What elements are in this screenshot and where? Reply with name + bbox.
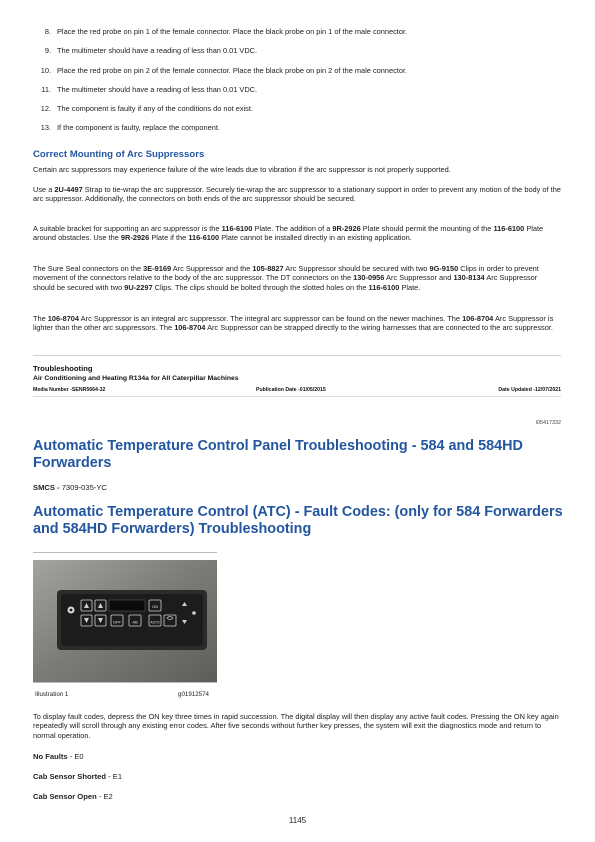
paragraph-integral <box>33 314 561 333</box>
part-number: 130-0956 <box>353 273 385 283</box>
part-number: 9U-2297 <box>124 282 153 292</box>
paragraph-fault-codes: To display fault codes, depress the ON key three times in rapid succession. The digital display will then display any active fault codes. Pressing the ON key again repeatedly will scroll through any existing error codes. After five seconds without further key presses, the system will exit the diagnostics mode and return to normal operation. <box>33 712 559 740</box>
fault-code: - E2 <box>96 792 113 801</box>
off-label: OFF <box>113 619 121 625</box>
text-run: Plate. The addition of a <box>252 224 333 233</box>
text-run: Arc Suppressor can be strapped directly to the wiring harnesses that are connected to the arc suppressor. <box>205 323 553 333</box>
paragraph-vibration: Certain arc suppressors may experience failure of the wire leads due to vibration if the arc suppressor is not properly supported. <box>33 165 451 174</box>
divider <box>33 355 561 356</box>
figure-bottom-rule <box>33 682 217 683</box>
indicator-light <box>192 611 196 615</box>
part-number: 9R-2926 <box>120 233 150 243</box>
smcs-label: SMCS - <box>33 483 62 492</box>
text-run: Arc Suppressor and <box>384 273 454 283</box>
text-run: Plate should permit the mounting of the <box>360 224 494 233</box>
text-run: Clips. The clips should be bolted through the slotted holes on the <box>152 282 369 292</box>
text-run: Plate cannot be installed directly in an existing application. <box>219 233 412 243</box>
step-item <box>33 85 563 104</box>
paragraph-bracket <box>33 224 561 243</box>
section-title: Automatic Temperature Control (ATC) - Fault Codes: (only for 584 Forwarders and 584HD Forwarders) Troubleshooting <box>33 504 563 537</box>
step-text: The component is faulty if any of the conditions do not exist. <box>57 104 253 114</box>
auto-label: AUTO <box>150 620 160 625</box>
part-number: 106-8704 <box>462 314 494 323</box>
step-number: 10. <box>40 65 51 75</box>
step-text: Place the red probe on pin 2 of the female connector. Place the black probe on pin 2 of the male connector. <box>57 65 408 75</box>
page-title: Automatic Temperature Control Panel Troubleshooting - 584 and 584HD Forwarders <box>33 438 523 471</box>
part-number: 116-6100 <box>368 282 400 292</box>
control-panel-illustration <box>33 560 217 682</box>
illustration-label: Illustration 1 <box>35 691 69 698</box>
on-label: ON <box>152 604 158 609</box>
step-number: 13. <box>40 123 51 133</box>
illustration-id: g01912574 <box>178 691 209 698</box>
part-number: 116-6100 <box>221 224 253 233</box>
fault-label: No Faults <box>33 752 68 761</box>
divider <box>33 396 561 397</box>
step-text: If the component is faulty, replace the component. <box>57 123 220 133</box>
smcs-value: 7309-035-YC <box>61 483 107 492</box>
doc-type: Troubleshooting <box>33 364 93 373</box>
date-updated: Date Updated -12/07/2021 <box>498 387 561 393</box>
part-number: 116-6100 <box>188 233 220 243</box>
text-run: Use a <box>33 185 55 194</box>
step-number: 9. <box>44 46 51 56</box>
text-run: The <box>33 314 48 323</box>
fault-label: Cab Sensor Shorted <box>33 772 106 781</box>
procedure-steps <box>33 27 563 143</box>
part-number: 9R-2926 <box>332 224 361 233</box>
part-number: 106-8704 <box>174 323 206 333</box>
step-text: The multimeter should have a reading of less than 0.01 VDC. <box>57 46 258 56</box>
part-number: 116-6100 <box>493 224 525 233</box>
ab-label: AB <box>132 619 138 625</box>
media-number: Media Number -SENR5664-32 <box>33 387 106 393</box>
paragraph-connectors <box>33 264 561 292</box>
text-run: Arc Suppressor and the <box>171 264 253 273</box>
part-number: 2U-4497 <box>54 185 83 194</box>
doc-subtitle: Air Conditioning and Heating R134a for All Caterpillar Machines <box>33 375 239 382</box>
text-run: Strap to tie-wrap the arc suppressor. Securely tie-wrap the arc suppressor to a stationary support in order to prevent any motion of the body of the arc suppressor. Additionally, the connectors on both ends of the arc suppressor should be secured. <box>33 185 561 204</box>
step-item <box>33 66 563 85</box>
document-id: i05417332 <box>535 420 561 426</box>
digital-display <box>109 600 145 611</box>
text-run: Plate around obstacles. Use the <box>33 224 544 243</box>
part-number: 3E-9169 <box>143 264 172 273</box>
paragraph-strap <box>33 185 561 204</box>
step-number: 11. <box>41 84 51 94</box>
step-number: 12. <box>40 104 51 114</box>
step-item <box>33 46 563 65</box>
step-number: 8. <box>44 27 51 36</box>
text-run: Clips in order to prevent movement of the connectors relative to the body of the arc suppressor. The DT connectors on the <box>33 264 539 283</box>
part-number: 106-8704 <box>47 314 80 323</box>
page-number: 1145 <box>288 816 307 825</box>
control-panel-photo <box>33 560 217 682</box>
text-run: Arc Suppressor is an integral arc suppressor. The integral arc suppressor can be found on the newer machines. The <box>79 314 463 323</box>
step-text: Place the red probe on pin 1 of the female connector. Place the black probe on pin 1 of the male connector. <box>57 27 408 36</box>
fault-code-item <box>33 752 84 761</box>
step-item <box>33 27 563 46</box>
fault-code: - E0 <box>67 752 84 761</box>
part-number: 130-8134 <box>453 273 485 283</box>
step-item <box>33 104 563 123</box>
text-run: Arc Suppressor is lighter than the other arc suppressors. The <box>33 314 554 333</box>
publication-date: Publication Date -01/05/2015 <box>256 387 326 393</box>
text-run: Arc Suppressor should be secured with two <box>33 273 538 292</box>
fault-code: - E1 <box>106 772 123 781</box>
part-number: 105-8827 <box>252 264 284 273</box>
fault-code-item <box>33 792 113 801</box>
fault-label: Cab Sensor Open <box>33 792 97 801</box>
text-run: Plate. <box>399 282 421 292</box>
figure-top-rule <box>33 552 217 553</box>
fault-code-item <box>33 772 122 781</box>
step-text: The multimeter should have a reading of less than 0.01 VDC. <box>57 84 258 94</box>
step-item <box>33 123 563 142</box>
text-run: Arc Suppressor should be secured with two <box>283 264 430 273</box>
text-run: A suitable bracket for supporting an arc suppressor is the <box>33 224 222 233</box>
text-run: Plate if the <box>149 233 189 243</box>
part-number: 9G-9150 <box>429 264 459 273</box>
text-run: The Sure Seal connectors on the <box>33 264 144 273</box>
section-heading: Correct Mounting of Arc Suppressors <box>33 149 205 160</box>
smcs-code <box>33 483 107 492</box>
